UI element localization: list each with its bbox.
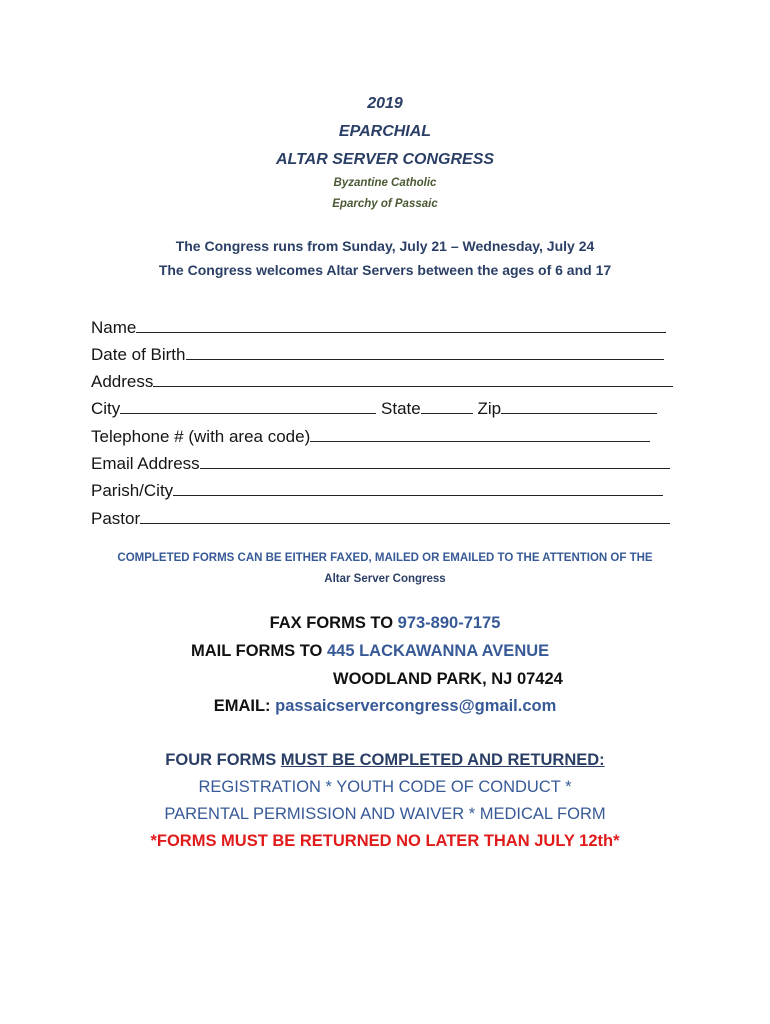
name-input-line[interactable]	[136, 315, 666, 333]
fax-number: 973-890-7175	[397, 614, 501, 632]
name-field[interactable]	[91, 315, 666, 338]
address-label: Address	[91, 372, 154, 391]
telephone-input-line[interactable]	[310, 424, 650, 442]
fax-line	[0, 614, 770, 633]
pastor-field[interactable]	[91, 506, 670, 529]
city-state-zip-field[interactable]	[91, 396, 657, 419]
city-label: City	[91, 399, 121, 418]
date-of-birth-field[interactable]	[91, 342, 664, 365]
parish-city-field[interactable]	[91, 478, 663, 501]
forms-heading	[0, 751, 770, 770]
email-address-label: Email Address	[91, 454, 200, 473]
name-label: Name	[91, 318, 137, 337]
fax-label: FAX FORMS TO	[269, 614, 398, 632]
email-address-field[interactable]	[91, 451, 670, 474]
header-eparchy: Eparchy of Passaic	[332, 198, 438, 210]
forms-heading-underlined: MUST BE COMPLETED AND RETURNED:	[280, 751, 605, 769]
parish-city-input-line[interactable]	[173, 478, 663, 496]
mail-street: 445 LACKAWANNA AVENUE	[326, 642, 550, 660]
header-church: Byzantine Catholic	[333, 177, 437, 189]
submission-attention: Altar Server Congress	[324, 573, 446, 585]
zip-label: Zip	[477, 399, 502, 418]
state-input-line[interactable]	[421, 396, 473, 414]
date-of-birth-input-line[interactable]	[186, 342, 664, 360]
telephone-label: Telephone # (with area code)	[91, 427, 311, 446]
submission-notice: COMPLETED FORMS CAN BE EITHER FAXED, MAILED OR EMAILED TO THE ATTENTION OF THE	[117, 552, 653, 564]
email-label: EMAIL:	[213, 697, 276, 715]
header-year: 2019	[367, 95, 403, 112]
congress-dates: The Congress runs from Sunday, July 21 – Wednesday, July 24	[175, 238, 595, 254]
email-link[interactable]: passaicservercongress@gmail.com	[275, 697, 557, 715]
parish-city-label: Parish/City	[91, 481, 174, 500]
mail-city: WOODLAND PARK, NJ 07424	[333, 670, 563, 688]
address-input-line[interactable]	[153, 369, 673, 387]
header-eparchial: EPARCHIAL	[338, 123, 432, 140]
header-congress-title: ALTAR SERVER CONGRESS	[275, 151, 495, 168]
zip-input-line[interactable]	[501, 396, 657, 414]
mail-label: MAIL FORMS TO	[191, 642, 327, 660]
forms-list-line-1: REGISTRATION * YOUTH CODE OF CONDUCT *	[198, 778, 572, 796]
pastor-label: Pastor	[91, 509, 141, 528]
city-input-line[interactable]	[120, 396, 376, 414]
forms-heading-plain: FOUR FORMS	[165, 751, 281, 769]
telephone-field[interactable]	[91, 424, 650, 447]
state-label: State	[381, 399, 421, 418]
address-field[interactable]	[91, 369, 673, 392]
email-address-input-line[interactable]	[200, 451, 670, 469]
date-of-birth-label: Date of Birth	[91, 345, 186, 364]
return-deadline: *FORMS MUST BE RETURNED NO LATER THAN JULY 12th*	[150, 832, 620, 850]
pastor-input-line[interactable]	[140, 506, 670, 524]
congress-ages: The Congress welcomes Altar Servers between the ages of 6 and 17	[158, 262, 612, 278]
forms-list-line-2: PARENTAL PERMISSION AND WAIVER * MEDICAL FORM	[164, 805, 606, 823]
email-line	[0, 697, 770, 716]
mail-line	[191, 642, 549, 661]
